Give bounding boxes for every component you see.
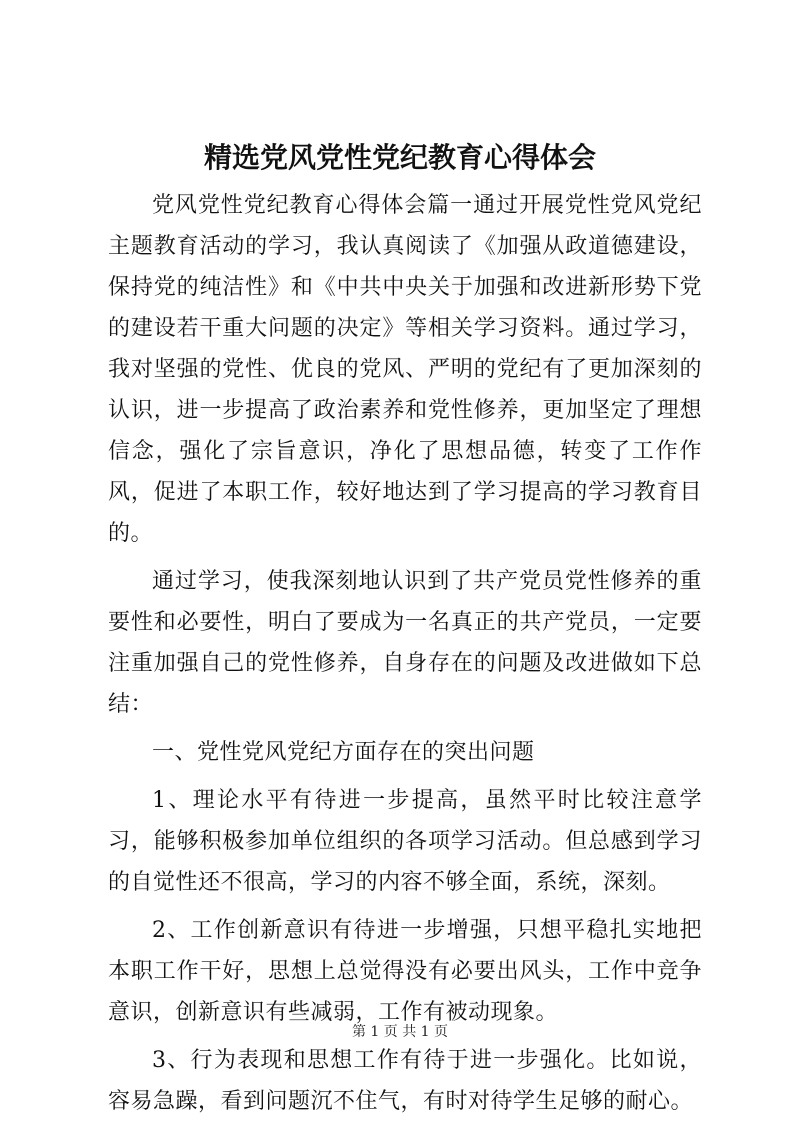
document-title: 精选党风党性党纪教育心得体会 <box>203 141 596 174</box>
paragraph-item-1: 1、理论水平有待进一步提高，虽然平时比较注意学习，能够积极参加单位组织的各项学习活动。但总感到学习的自觉性还不很高，学习的内容不够全面，系统，深刻。 <box>108 788 702 895</box>
paragraph-item-3: 3、行为表现和思想工作有待于进一步强化。比如说，容易急躁，看到问题沉不住气，有时对待学生足够的耐心。 <box>108 1048 702 1114</box>
document-body <box>108 185 702 1129</box>
paragraph-item-2: 2、工作创新意识有待进一步增强，只想平稳扎实地把本职工作干好，思想上总觉得没有必要出风头，工作中竞争意识，创新意识有些减弱，工作有被动现象。 <box>108 918 702 1025</box>
paragraph-1: 党风党性党纪教育心得体会篇一通过开展党性党风党纪主题教育活动的学习，我认真阅读了《加强从政道德建设，保持党的纯洁性》和《中共中央关于加强和改进新形势下党的建设若干重大问题的决定》等相关学习资料。通过学习，我对坚强的党性、优良的党风、严明的党纪有了更加深刻的认识，进一步提高了政治素养和党性修养，更加坚定了理想信念，强化了宗旨意识，净化了思想品德，转变了工作作风，促进了本职工作，较好地达到了学习提高的学习教育目的。 <box>108 193 702 546</box>
paragraph-2: 通过学习，使我深刻地认识到了共产党员党性修养的重要性和必要性，明白了要成为一名真正的共产党员，一定要注重加强自己的党性修养，自身存在的问题及改进做如下总结： <box>108 569 702 717</box>
section-heading: 一、党性党风党纪方面存在的突出问题 <box>152 740 535 765</box>
page-footer: 第 1 页 共 1 页 <box>351 1024 449 1040</box>
